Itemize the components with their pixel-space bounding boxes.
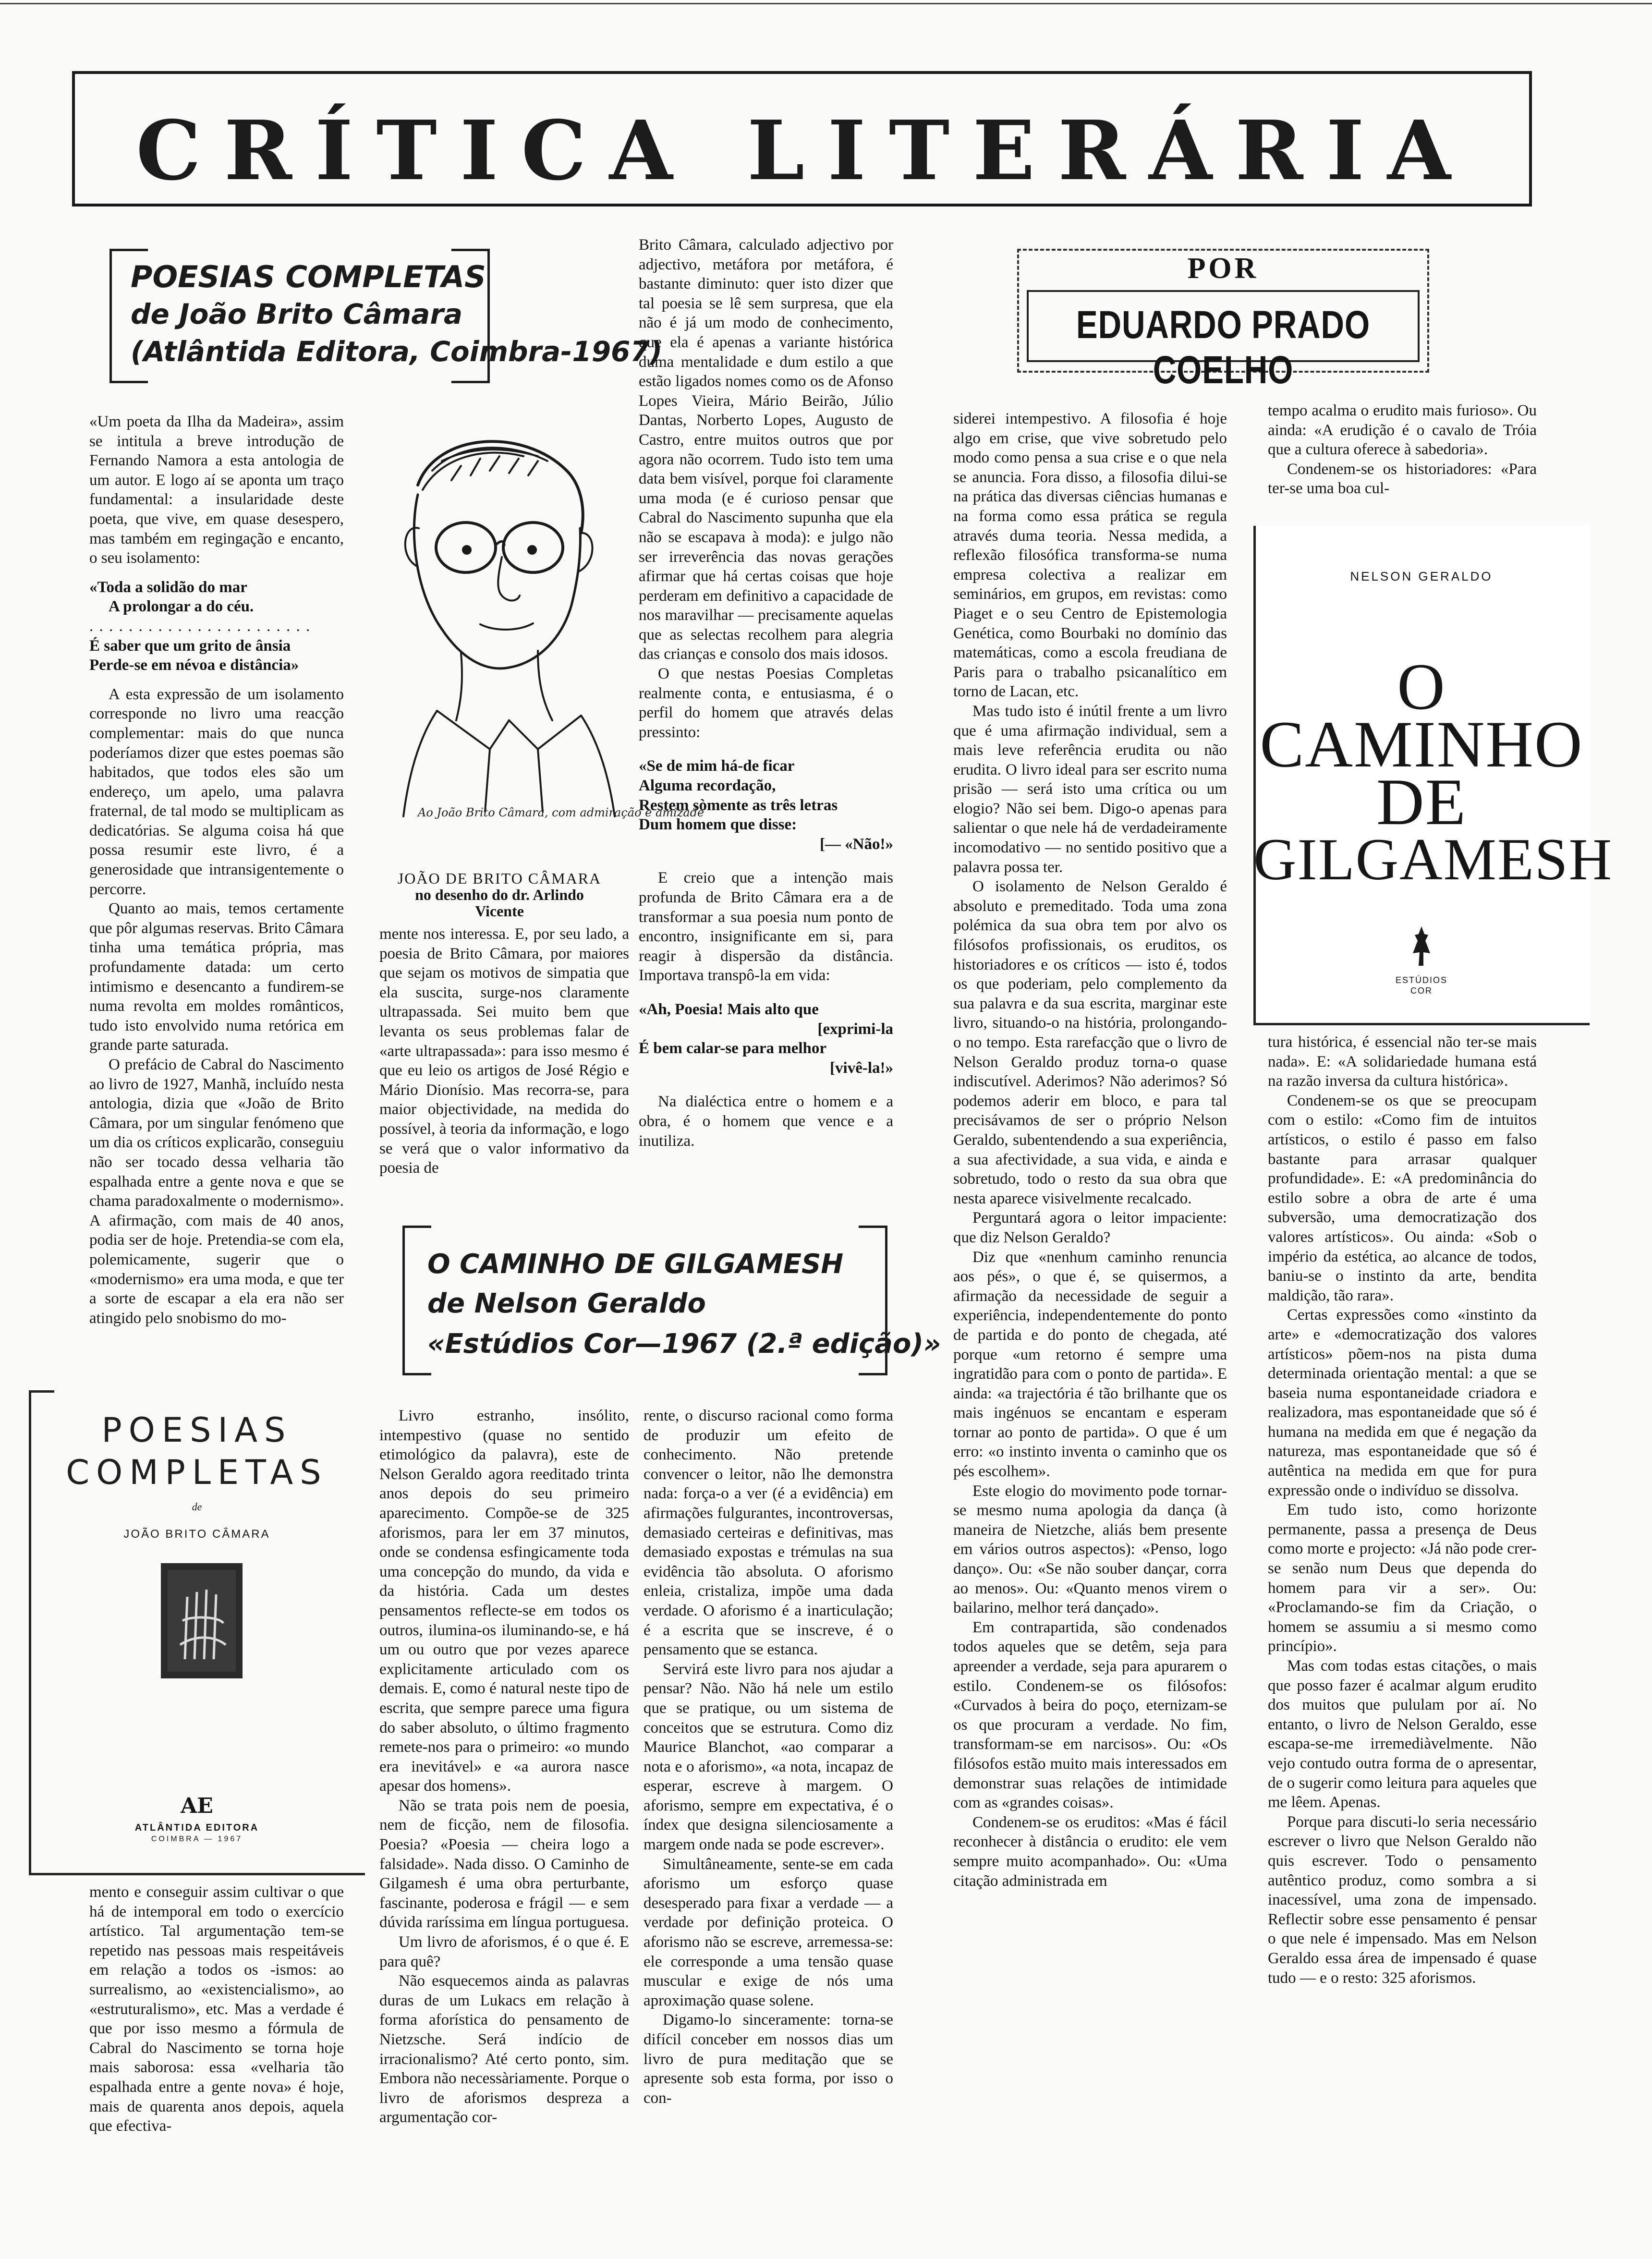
review2-paragraph: Digamo-lo sinceramente: torna-se difícil conceber em nossos dias um livro de pura meditação que se apresente sob esta forma, por isso o con-	[644, 2011, 893, 2107]
cover2-title-2: CAMINHO	[1260, 707, 1583, 781]
cover2-title-4: GILGAMESH	[1253, 826, 1613, 892]
review2-paragraph: siderei intempestivo. A filosofia é hoje algo em crise, que vive sobretudo pelo modo como pensa a sua crise e o que nela se anuncia. Fora disso, a filosofia dilui-se na prática das diversas ciências humanas e na forma como essa prática se regula através duma teoria. Nessa medida, a reflexão filosófica transforma-se numa empresa colectiva a realizar em seminários, em grupos, em revistas: como Piaget e o seu Centro de Epistemologia Genética, como Bourbaki no domínio das matemáticas, como a escola freudiana de Paris para o trabalho psicanalítico em torno de Lacan, etc.	[953, 410, 1227, 701]
poem2-line-1: «Se de mim há-de ficar	[639, 757, 795, 775]
poem1-line-3: É saber que um grito de ânsia	[89, 637, 291, 655]
review1-paragraph: O prefácio de Cabral do Nascimento ao livro de 1927, Manhã, incluído nesta antologia, dizia que «João de Brito Câmara, por um singular fenómeno que um dia os críticos explicarão, conseguiu não ser tocado dessa velharia tão espalhada entre a gente nova e que se chama paradoxalmente o modernismo». A afirmação, com mais de 40 anos, podia ser de hoje. Pretendia-se com ela, polemicamente, sugerir que o «modernismo» era uma moda, e que ter a sorte de escapar a ela era não ser atingido pelo snobismo do mo-	[89, 1056, 344, 1327]
review1-publisher: (Atlântida Editora, Coimbra-1967)	[131, 335, 663, 368]
review1-paragraph: A esta expressão de um isolamento corresponde no livro uma reacção complementar: mais do que nunca poderíamos dizer que estes poemas são habitados, que todos eles são um endereço, um apelo, uma palavra fraternal, de tal modo se multiplicam as dedicatórias. Se alguma coisa há que possa resumir este livro, é a generosidade que intransigentemente o percorre.	[89, 685, 344, 898]
review2-publisher: «Estúdios Cor—1967 (2.ª edição)»	[427, 1328, 941, 1360]
review2-paragraph: Condenem-se os eruditos: «Mas é fácil reconhecer à distância o erudito: ele vem sempre muito acompanhado». Ou: «Uma citação administrada em	[953, 1813, 1227, 1890]
poem3-line-2: É bem calar-se para melhor	[639, 1040, 827, 1057]
review2-paragraph: Em contrapartida, são condenados todos aqueles que se detêm, seja para apreender a verdade, seja para apurarem o estilo. Condenem-se os filósofos: «Curvados à beira do poço, eternizam-se os que procuram a verdade. No fim, transformam-se em narcisos». Ou: «Os filósofos estão muito mais interessados em demonstrar suas relações de intimidade com as «grandes coisas».	[953, 1618, 1227, 1812]
poem1-line-4: Perde-se em névoa e distância»	[89, 656, 299, 674]
review2-paragraph: Perguntará agora o leitor impaciente: que diz Nelson Geraldo?	[953, 1209, 1227, 1246]
review2-paragraph: Mas tudo isto é inútil frente a um livro que é uma afirmação individual, sem a mais leve referência erudita ou não erudita. O livro ideal para ser escrito numa prisão — será isto uma crítica ou um elogio? Não sei bem. Digo-o apenas para salientar o que nele há de verdadeiramente incomodativo — no sentido positivo que a palavra possa ter.	[953, 702, 1227, 876]
review2-paragraph: Livro estranho, insólito, intempestivo (quase no sentido etimológico da palavra), este de Nelson Geraldo agora reeditado trinta anos depois do seu primeiro aparecimento. Compõe-se de 325 aforismos, para ler em 37 minutos, onde se condensa esfingicamente toda uma concepção do mundo, da vida e da história. Cada um destes pensamentos reflecte-se em todos os outros, ilumina-os iluminando-se, e há um ou outro que por vezes aparece explicitamente articulado com os demais. E, como é natural neste tipo de escrita, que sempre parece uma figura do saber absoluto, o último fragmento remete-nos para o primeiro: «o mundo era inevitável» e «a aurora nasce apesar dos homens».	[379, 1407, 629, 1795]
review2-paragraph: Condenem-se os que se preocupam com o estilo: «Como fim de intuitos artísticos, o estilo é passo em falso bastante para arrasar qualquer profundidade». E: «A predominância do estilo sobre a obra de arte é uma subversão, uma democratização dos valores artísticos». Ou ainda: «Sob o império da estética, ao alcance de todos, baniu-se o instinto da arte, bendita maldição, tão rara».	[1268, 1092, 1537, 1304]
byline-por: POR	[1187, 252, 1259, 285]
review1-paragraph: Brito Câmara, calculado adjectivo por adjectivo, metáfora por metáfora, é bastante diminuto: quer isto dizer que tal poesia se lê sem surpresa, que ela não é já um modo de conhecimento, que ela é apenas a variante histórica duma mentalidade e dum estilo a que estão ligados nomes como os de Afonso Lopes Vieira, Mário Beirão, Júlio Dantas, Norberto Lopes, Augusto de Castro, entre muitos outros que por agora não ocorrem. Tudo isto tem uma data bem visível, porque foi claramente uma moda (e é curioso pensar que Cabral do Nascimento supunha que ela não se escapava à moda): e julgo não ser irreverência das novas gerações afirmar que há certas coisas que hoje perderam em definitivo a capacidade de nos maravilhar — precisamente aquelas que as selectas recolhem para alegria das crianças e consolo dos mais idosos.	[639, 236, 893, 663]
poem1-line-2: A prolongar a do céu.	[109, 598, 254, 616]
review1-column-1	[89, 412, 344, 1328]
review2-paragraph: Simultâneamente, sente-se em cada aforismo um esforço quase desesperado para fixar a verdade — a verdade por definição proteica. O aforismo não se escreve, arremessa-se: ele corresponde a uma tensão quase muscular e exige de nós uma aproximação quase solene.	[644, 1855, 893, 2009]
review2-paragraph: Diz que «nenhum caminho renuncia aos pés», o que é, se quisermos, a afirmação da necessidade de seguir a experiência, independentemente do ponto de partida e do ponto de chegada, até porque «um retorno é sempre uma ingratidão para com o ponto de partida». E ainda: «a trajectória é tão brilhante que os mais ingénuos se encantam e esperam tornar ao ponto de partida». O que é um erro: «o instinto inventa o caminho que os pés escolhem».	[953, 1248, 1227, 1481]
section-banner	[72, 71, 1532, 206]
sketch-dedication: Ao João Brito Câmara, com admiração e amizade	[418, 806, 705, 819]
cover1-monogram: AE	[181, 1794, 213, 1818]
review2-paragraph: Em tudo isto, como horizonte permanente, passa a presença de Deus como morte e projecto: «Já não pode crer-se senão num Deus que dependa do homem para vir a ser». Ou: «Proclamando-se fim da Criação, o homem se assumiu a si mesmo como princípio».	[1268, 1501, 1537, 1655]
review1-author: de João Brito Câmara	[131, 298, 463, 330]
cover1-place: COIMBRA — 1967	[151, 1835, 243, 1843]
cover2-author: NELSON GERALDO	[1350, 569, 1493, 583]
poem2-line-4: Dum homem que disse:	[639, 816, 797, 834]
cover2-title-3: DE	[1376, 765, 1467, 838]
review2-column-4-top	[1268, 401, 1537, 498]
portrait-sketch	[365, 413, 705, 845]
review2-author: de Nelson Geraldo	[427, 1288, 706, 1319]
review2-column-4	[1268, 1032, 1537, 1988]
caption-line-2: no desenho do dr. Arlindo	[415, 886, 584, 903]
review2-paragraph: Um livro de aforismos, é o que é. E para quê?	[379, 1933, 629, 1970]
caption-name: JOÃO DE BRITO CÂMARA	[397, 870, 602, 887]
poem3-line-2b: [vivê-la!»	[830, 1059, 893, 1077]
review2-column-3	[953, 409, 1227, 1891]
review1-intro: «Um poeta da Ilha da Madeira», assim se intitula a breve introdução de Fernando Namora a esta antologia de um autor. E logo aí se aponta um traço fundamental: a insularidade deste poeta, que vive, em quase desespero, mas também em regingação e encanto, o seu isolamento:	[89, 413, 344, 567]
review2-paragraph: Porque para discuti-lo seria necessário escrever o livro que Nelson Geraldo não quis escrever. Todo o pensamento autêntico produz, como sombra a si inacessível, uma zona de impensado. Reflectir sobre esse pensamento é pensar o que nele é impensado. Mas em Nelson Geraldo essa área de impensado é quase tudo — e o resto: 325 aforismos.	[1268, 1813, 1537, 1987]
cover1-title-2: COMPLETAS	[66, 1453, 328, 1492]
review2-column-2	[644, 1406, 893, 2108]
byline-author: EDUARDO PRADO COELHO	[1076, 303, 1371, 392]
book-cover-poesias	[29, 1390, 365, 1875]
review1-paragraph: Na dialéctica entre o homem e a obra, é o homem que vence e a inutiliza.	[639, 1093, 893, 1150]
poem2-line-5: [— «Não!»	[819, 835, 893, 853]
poem1-ellipsis: . . . . . . . . . . . . . . . . . . . . . . .	[89, 617, 311, 635]
poem2-line-3: Restem sòmente as três letras	[639, 796, 838, 814]
review2-paragraph: Condenem-se os historiadores: «Para ter-se uma boa cul-	[1268, 460, 1537, 498]
review2-paragraph: Não se trata pois nem de poesia, nem de ficção, nem de filosofia. Poesia? «Poesia — cheira logo a falsidade». Nada disso. O Caminho de Gilgamesh é uma obra perturbante, fascinante, poderosa e frágil — e sem dúvida raríssima em língua portuguesa.	[379, 1797, 629, 1931]
review1-paragraph: Quanto ao mais, temos certamente que pôr algumas reservas. Brito Câmara tinha uma temática própria, mas profundamente datada: um certo intimismo e desencanto a fundirem-se numa revolta em moldes românticos, tudo isto envolvido numa retórica em grande parte saturada.	[89, 900, 344, 1054]
review2-title: O CAMINHO DE GILGAMESH	[427, 1249, 844, 1280]
caption-line-3: Vicente	[475, 902, 524, 920]
cover2-title-1: O	[1397, 650, 1446, 723]
top-rule	[0, 3, 1652, 4]
cover1-publisher: ATLÂNTIDA EDITORA	[134, 1822, 259, 1833]
review1-paragraph: O que nestas Poesias Completas realmente conta, e entusiasma, é o perfil do homem que através delas pressinto:	[639, 665, 893, 741]
review1-continuation	[89, 1882, 344, 2136]
cover1-de: de	[192, 1501, 202, 1513]
review1-column-2	[379, 924, 629, 1178]
review2-paragraph: Não esquecemos ainda as palavras duras de um Lukacs em relação à forma aforística do pensamento de Nietzsche. Será indício de irracionalismo? Até certo ponto, sim. Embora não necessàriamente. Porque o livro de aforismos despreza a argumentação cor-	[379, 1972, 629, 2126]
review1-title: POESIAS COMPLETAS	[131, 259, 486, 294]
cover1-title-1: POESIAS	[101, 1410, 292, 1450]
review2-paragraph: O isolamento de Nelson Geraldo é absoluto e premeditado. Toda uma zona polémica da sua obra tem por alvo os filósofos profissionais, os eruditos, os historiadores e os críticos — isto é, todos os que poderiam, pelo complemento da sua palavra e da sua escrita, marginar este livro, situando-o na história, prolongando-o no tempo. Esta rarefacção que o livro de Nelson Geraldo produz torna-o quase indiscutível. Aderimos? Não aderimos? Só podemos aderir em bloco, e para tal precisávamos de ser o próprio Nelson Geraldo, subentendendo a sua experiência, a sua afectividade, a sua vida, e ainda e sobretudo, todo o resto da sua obra que nesta aparece visivelmente recalcado.	[953, 878, 1227, 1207]
review2-paragraph: Este elogio do movimento pode tornar-se mesmo numa apologia da dança (à maneira de Nietzche, aliás bem presente em vários outros aspectos): «Penso, logo danço». Ou: «Se não souber dançar, corra ao menos». Ou: «Quanto menos virem o bailarino, melhor terá dançado».	[953, 1482, 1227, 1617]
book-cover-gilgamesh	[1253, 526, 1613, 1025]
review2-paragraph: rente, o discurso racional como forma de produzir um efeito de conhecimento. Não pretende convencer o leitor, não lhe demonstra nada: força-o a ver (é a evidência) em afirmações fulgurantes, incontroversas, demasiado certeiras e definitivas, mas demasiado expostas e trémulas na sua evidência tão absoluta. O aforismo enleia, cristaliza, impõe uma dada verdade. O aforismo é a inarticulação; é a escrita que se inscreve, é o pensamento que se estanca.	[644, 1407, 893, 1659]
review1-paragraph: mento e conseguir assim cultivar o que há de intemporal em todo o exercício artístico. Tal argumentação tem-se repetido nas pessoas mais respeitáveis em relação a todos os -ismos: ao surrealismo, ao «existencialismo», ao «estruturalismo», etc. Mas a verdade é que por isso mesmo a fórmula de Cabral do Nascimento se torna hoje mais saborosa: essa «velharia tão espalhada entre a gente nova» é hoje, mais de quarenta anos depois, aquela que efectiva-	[89, 1883, 344, 2135]
cover2-figure-icon	[1406, 924, 1437, 968]
review2-paragraph: tura histórica, é essencial não ter-se mais nada». E: «A solidariedade humana está na razão inversa da cultura histórica».	[1268, 1033, 1537, 1090]
poem2-line-2: Alguma recordação,	[639, 777, 776, 795]
cover1-author: JOÃO BRITO CÂMARA	[123, 1528, 270, 1541]
byline-box	[1017, 249, 1429, 392]
cover2-publisher-2: COR	[1410, 986, 1433, 996]
review1-column-3	[639, 235, 893, 1151]
review1-paragraph: E creio que a intenção mais profunda de Brito Câmara era a de transformar a sua poesia num ponto de encontro, insignificante em si, para reagir à dispersão da distância. Importava transpô-la em vida:	[639, 869, 893, 984]
portrait-drawing	[365, 413, 705, 845]
cover1-illustration	[161, 1563, 243, 1678]
review1-paragraph: mente nos interessa. E, por seu lado, a poesia de Brito Câmara, por maiores que sejam os motivos de simpatia que ela suscita, surge-nos claramente ultrapassada. Sei muito bem que levanta os seus problemas falar de «arte ultrapassada»: para isso mesmo é que eu leio os artigos de José Régio e Mário Dionísio. Mas recorra-se, para maior objectividade, na medida do possível, à teoria da informação, e logo se verá que o valor informativo da poesia de	[379, 925, 629, 1177]
review2-column-1	[379, 1406, 629, 2127]
cover2-publisher-1: ESTÚDIOS	[1395, 975, 1447, 985]
portrait-caption	[365, 870, 634, 919]
review2-paragraph: Servirá este livro para nos ajudar a pensar? Não. Não há nele um estilo que se pratique, ou um sistema de conceitos que se estrutura. Como diz Maurice Blanchot, «ao comparar a nota e o aforismo», «a nota, incapaz de esperar, escreve à margem. O aforismo, sempre em expectativa, é o índex que designa silenciosamente a margem onde nada se pode escrever».	[644, 1660, 893, 1854]
review2-paragraph: tempo acalma o erudito mais furioso». Ou ainda: «A erudição é o cavalo de Tróia que a cultura oferece à sabedoria».	[1268, 402, 1537, 459]
hands-image	[161, 1563, 243, 1678]
review2-paragraph: Mas com todas estas citações, o mais que posso fazer é acalmar algum erudito dos muitos que pululam por aí. No entanto, o livro de Nelson Geraldo, esse escapa-se-me irremediàvelmente. Não vejo contudo outra forma de o apresentar, de o sugerir como leitura para aqueles que me lêem. Apenas.	[1268, 1657, 1537, 1811]
poem1-line-1: «Toda a solidão do mar	[89, 578, 247, 596]
poem3-line-1b: [exprimi-la	[817, 1020, 893, 1038]
section-title: CRÍTICA LITERÁRIA	[136, 103, 1474, 199]
poem3-line-1: «Ah, Poesia! Mais alto que	[639, 1000, 819, 1018]
review2-paragraph: Certas expressões como «instinto da arte» e «democratização dos valores artísticos» põem-nos na pista duma determinada orientação mental: a que se baseia numa espontaneidade criadora e realizadora, mas espontaneidade que só é humana na medida em que é negação da natureza, mas espontaneidade que só é autêntica na medida em que for pura expressão onde o indivíduo se dissolva.	[1268, 1306, 1537, 1499]
